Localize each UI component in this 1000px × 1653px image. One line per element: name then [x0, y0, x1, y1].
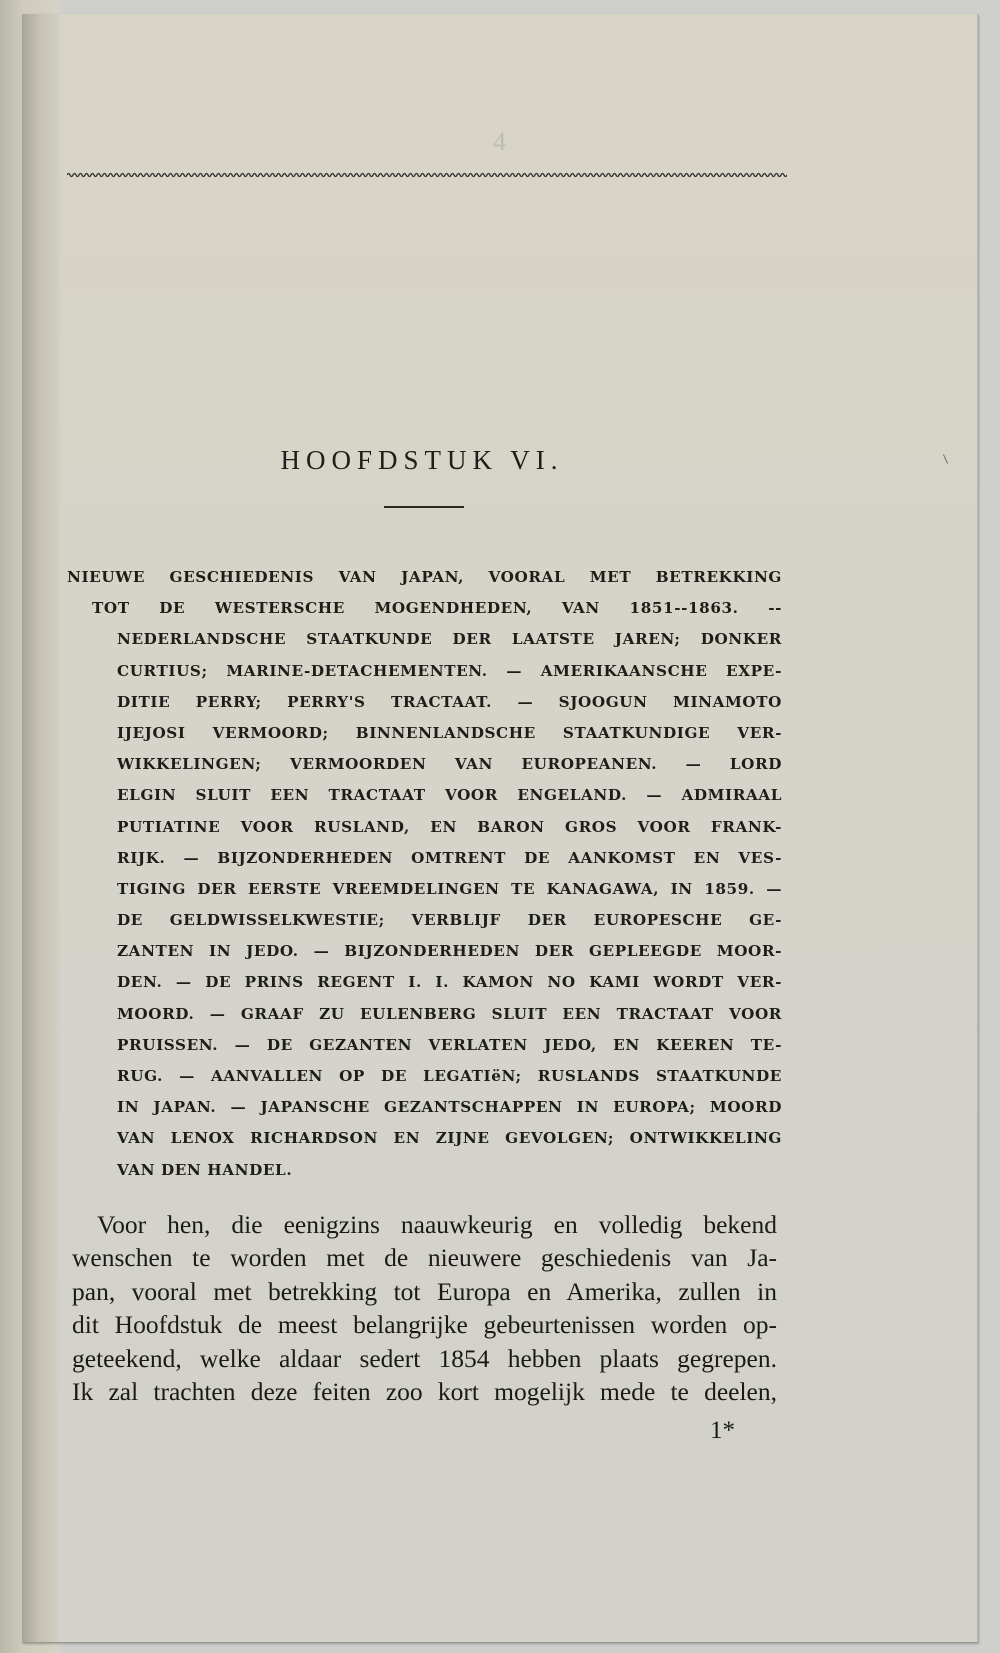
summary-line: NEDERLANDSCHE STAATKUNDE DER LAATSTE JAREN; DONKER: [117, 630, 782, 649]
body-line: dit Hoofdstuk de meest belangrijke gebeurtenissen worden op-: [72, 1310, 777, 1340]
body-line: Voor hen, die eenigzins naauwkeurig en volledig bekend: [97, 1210, 777, 1239]
body-text: [72, 1208, 777, 1408]
summary-line: ZANTEN IN JEDO. — BIJZONDERHEDEN DER GEPLEEGDE MOOR-: [117, 942, 782, 961]
summary-line: IN JAPAN. — JAPANSCHE GEZANTSCHAPPEN IN EUROPA; MOORD: [117, 1098, 782, 1117]
summary-line: WIKKELINGEN; VERMOORDEN VAN EUROPEANEN. — LORD: [117, 755, 782, 774]
summary-line: RUG. — AANVALLEN OP DE LEGATIëN; RUSLANDS STAATKUNDE: [117, 1067, 782, 1085]
body-line: pan, vooral met betrekking tot Europa en Amerika, zullen in: [72, 1276, 777, 1306]
chapter-summary: [67, 562, 782, 1186]
summary-line: DE GELDWISSELKWESTIE; VERBLIJF DER EUROPESCHE GE-: [117, 911, 782, 930]
summary-line: ELGIN SLUIT EEN TRACTAAT VOOR ENGELAND. — ADMIRAAL: [117, 786, 782, 805]
summary-line: IJEJOSI VERMOORD; BINNENLANDSCHE STAATKUNDIGE VER-: [117, 723, 782, 742]
body-line: Ik zal trachten deze feiten zoo kort mogelijk mede te deelen,: [72, 1376, 777, 1406]
summary-line: DEN. — DE PRINS REGENT I. I. KAMON NO KAMI WORDT VER-: [117, 973, 782, 992]
summary-line: PUTIATINE VOOR RUSLAND, EN BARON GROS VOOR FRANK-: [117, 817, 782, 836]
page-gutter-shadow: [22, 14, 60, 1642]
body-line: geteekend, welke aldaar sedert 1854 hebben plaats gegrepen.: [72, 1343, 777, 1373]
summary-line: TIGING DER EERSTE VREEMDELINGEN TE KANAGAWA, IN 1859. —: [117, 879, 782, 898]
summary-line: VAN DEN HANDEL.: [117, 1160, 293, 1179]
chapter-heading: HOOFDSTUK VI.: [280, 445, 564, 475]
wavy-rule: [67, 168, 787, 182]
bleed-through-folio: 4: [493, 127, 506, 156]
summary-line: CURTIUS; MARINE-DETACHEMENTEN. — AMERIKAANSCHE EXPE-: [117, 661, 782, 680]
summary-line: PRUISSEN. — DE GEZANTEN VERLATEN JEDO, EN KEEREN TE-: [117, 1035, 782, 1054]
book-page: [22, 14, 978, 1643]
summary-line: RIJK. — BIJZONDERHEDEN OMTRENT DE AANKOMST EN VES-: [117, 848, 782, 867]
signature-mark: 1*: [710, 1417, 735, 1444]
summary-line: NIEUWE GESCHIEDENIS VAN JAPAN, VOORAL MET BETREKKING: [67, 568, 782, 586]
paper-mark: [943, 454, 948, 463]
body-line: wenschen te worden met de nieuwere geschiedenis van Ja-: [72, 1243, 777, 1273]
summary-line: MOORD. — GRAAF ZU EULENBERG SLUIT EEN TRACTAAT VOOR: [117, 1004, 782, 1023]
summary-line: TOT DE WESTERSCHE MOGENDHEDEN, VAN 1851--1863. --: [92, 599, 782, 618]
summary-line: DITIE PERRY; PERRY'S TRACTAAT. — SJOOGUN MINAMOTO: [117, 692, 782, 711]
summary-line: VAN LENOX RICHARDSON EN ZIJNE GEVOLGEN; ONTWIKKELING: [117, 1129, 782, 1148]
heading-rule: [384, 506, 464, 508]
